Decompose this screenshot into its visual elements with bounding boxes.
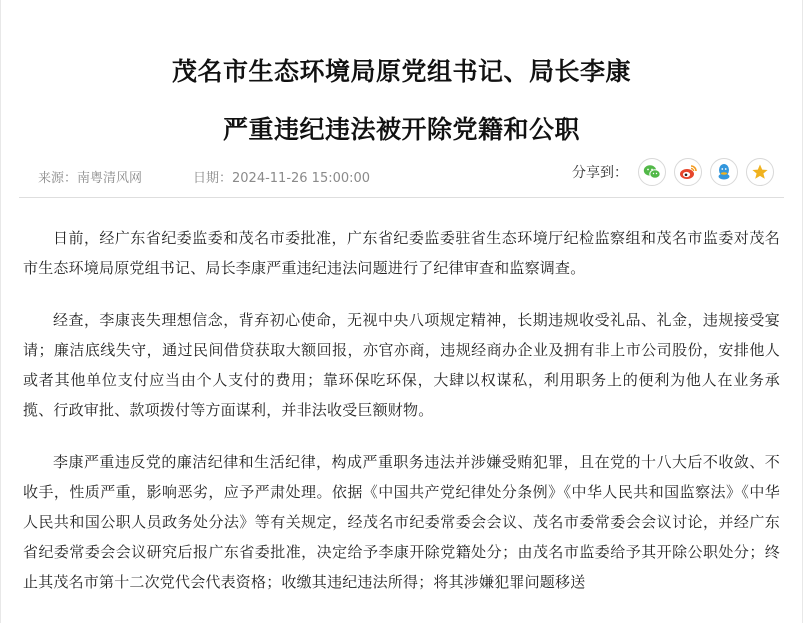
share-wechat-button[interactable] [638, 158, 666, 186]
article-paragraph: 日前，经广东省纪委监委和茂名市委批准，广东省纪委监委驻省生态环境厅纪检监察组和茂名市监委对茂名市生态环境局原党组书记、局长李康严重违纪违法问题进行了纪律审查和监察调查。 [23, 229, 780, 277]
article-paragraph: 经查，李康丧失理想信念，背弃初心使命，无视中央八项规定精神，长期违规收受礼品、礼金，违规接受宴请；廉洁底线失守，通过民间借贷获取大额回报，亦官亦商，违规经商办企业及拥有非上市公司股份，安排他人或者其他单位支付应当由个人支付的费用；靠环保吃环保，大肆以权谋私，利用职务上的便利为他人在业务承揽、行政审批、款项拨付等方面谋利，并非法收受巨额财物。 [23, 311, 780, 419]
share-bar [572, 158, 774, 186]
share-weibo-button[interactable] [674, 158, 702, 186]
article-date: 日期：2024-11-26 15:00:00 [193, 171, 371, 186]
article-paragraph: 李康严重违反党的廉洁纪律和生活纪律，构成严重职务违法并涉嫌受贿犯罪，且在党的十八大后不收敛、不收手，性质严重，影响恶劣，应予严肃处理。依据《中国共产党纪律处分条例》《中华人民共和国监察法》《中华人民共和国公职人员政务处分法》等有关规定，经茂名市纪委常委会会议、茂名市委常委会会议讨论，并经广东省纪委常委会会议研究后报广东省委批准，决定给予李康开除党籍处分；由茂名市监委给予其开除公职处分；终止其茂名市第十二次党代会代表资格；收缴其违纪违法所得；将其涉嫌犯罪问题移送 [23, 453, 780, 591]
article-source: 来源：南粤清风网 [38, 171, 143, 186]
qq-icon [716, 163, 732, 181]
article-body [23, 223, 780, 619]
qzone-star-icon [751, 163, 769, 181]
share-qq-button[interactable] [710, 158, 738, 186]
share-label: 分享到： [572, 165, 628, 181]
header-divider [19, 197, 784, 198]
article-title-line-2: 严重违纪违法被开除党籍和公职 [222, 114, 580, 144]
weibo-icon [679, 164, 697, 180]
article-title-line-1: 茂名市生态环境局原党组书记、局长李康 [171, 56, 631, 86]
wechat-icon [643, 164, 661, 180]
share-qzone-button[interactable] [746, 158, 774, 186]
